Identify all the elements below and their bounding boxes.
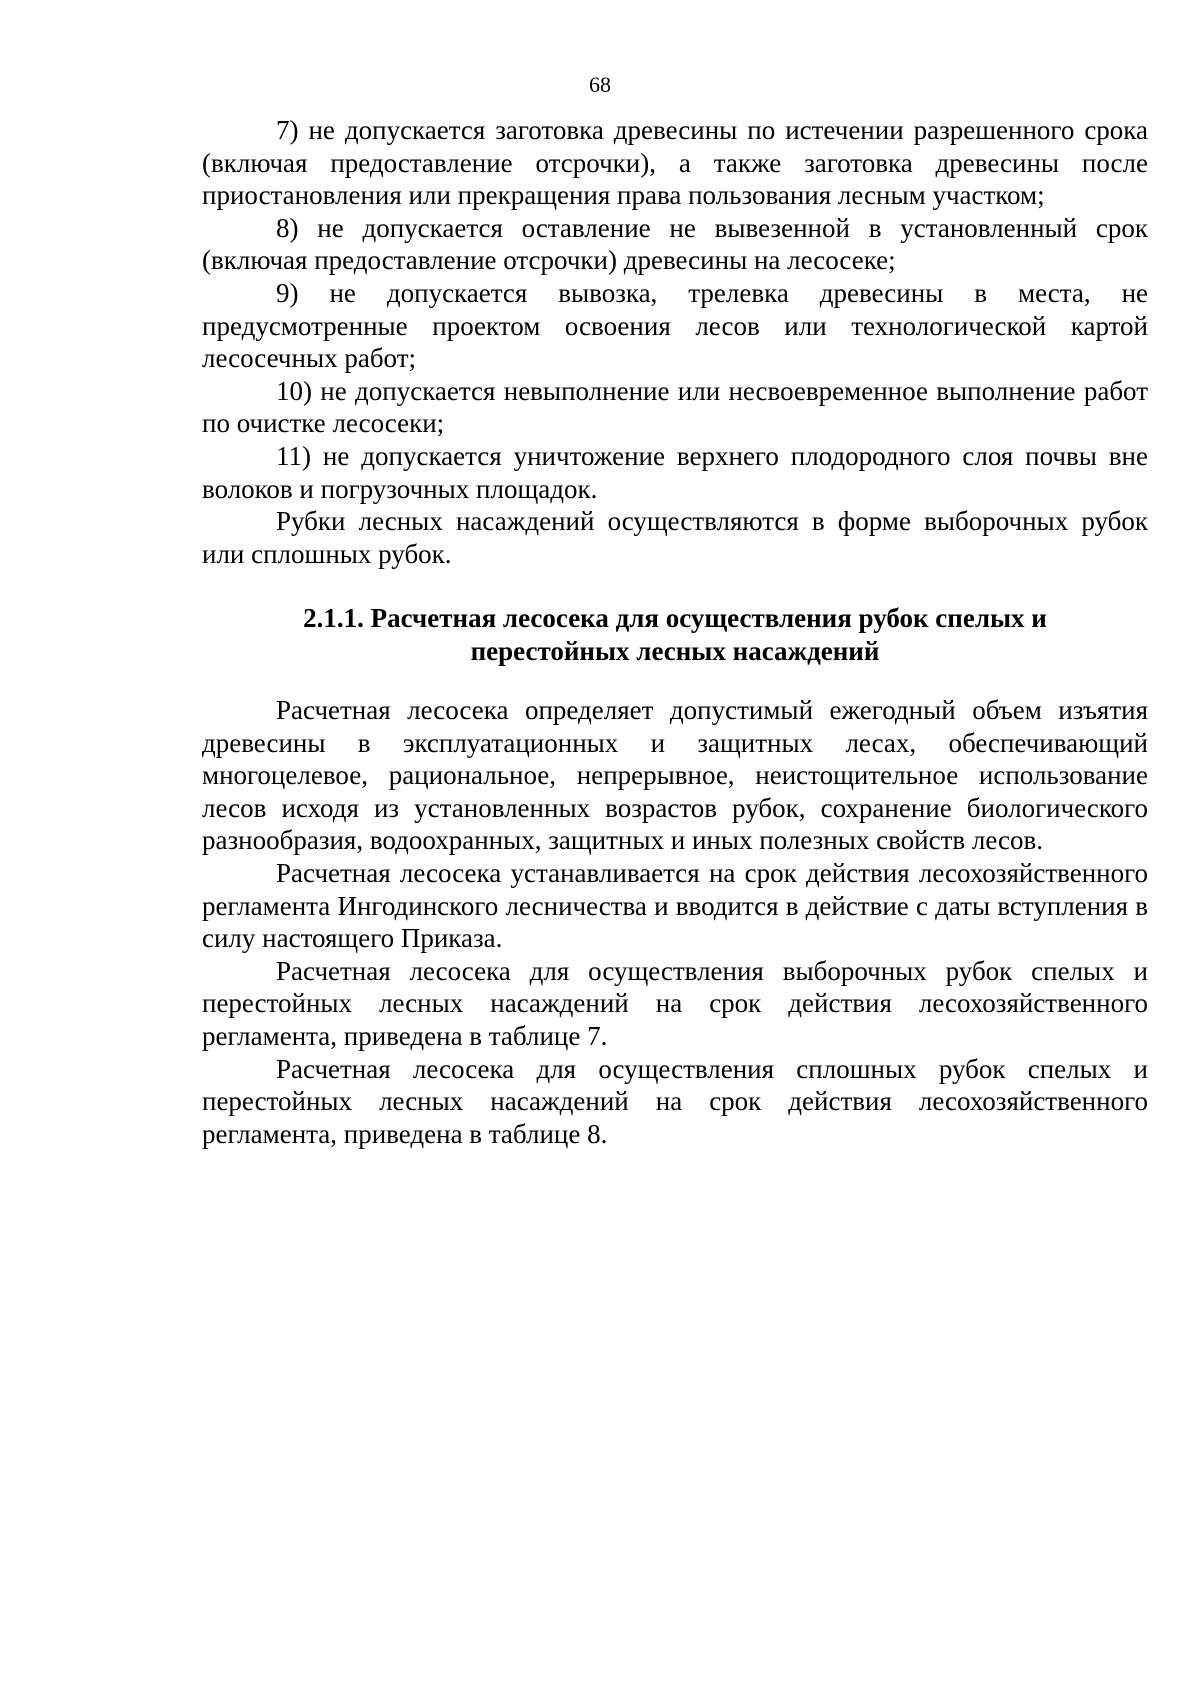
paragraph-definition: Расчетная лесосека определяет допустимый ежегодный объем изъятия древесины в эксплуатационных и защитных лесах, обеспечивающий многоцелевое, рациональное, непрерывное, неистощительное использование лесов исходя из установленных возрастов рубок, сохранение биологического разнообразия, водоохранных, защитных и иных полезных свойств лесов. <box>202 695 1148 856</box>
section-heading-line-1: 2.1.1. Расчетная лесосека для осуществления рубок спелых и <box>303 603 1047 633</box>
paragraph-table-7-reference: Расчетная лесосека для осуществления выборочных рубок спелых и перестойных лесных насаждений на срок действия лесохозяйственного регламента, приведена в таблице 7. <box>202 955 1148 1051</box>
paragraph-item-9: 9) не допускается вывозка, трелевка древесины в места, не предусмотренные проектом освоения лесов или технологической картой лесосечных работ; <box>202 277 1148 374</box>
paragraph-item-10: 10) не допускается невыполнение или несвоевременное выполнение работ по очистке лесосеки; <box>202 375 1148 439</box>
section-body <box>202 694 1148 1150</box>
paragraph-item-11: 11) не допускается уничтожение верхнего плодородного слоя почвы вне волоков и погрузочных площадок. <box>202 440 1148 504</box>
paragraph-table-8-reference: Расчетная лесосека для осуществления сплошных рубок спелых и перестойных лесных насаждений на срок действия лесохозяйственного регламента, приведена в таблице 8. <box>202 1053 1148 1149</box>
section-heading-line-2: перестойных лесных насаждений <box>470 636 880 666</box>
section-list-items <box>202 114 1148 570</box>
paragraph-logging-forms: Рубки лесных насаждений осуществляются в форме выборочных рубок или сплошных рубок. <box>202 506 1148 569</box>
page-number: 68 <box>589 72 611 97</box>
paragraph-item-8: 8) не допускается оставление не вывезенной в установленный срок (включая предоставление отсрочки) древесины на лесосеке; <box>202 212 1148 276</box>
paragraph-term: Расчетная лесосека устанавливается на срок действия лесохозяйственного регламента Ингодинского лесничества и вводится в действие с даты вступления в силу настоящего Приказа. <box>202 857 1148 954</box>
paragraph-item-7: 7) не допускается заготовка древесины по истечении разрешенного срока (включая предоставление отсрочки), а также заготовка древесины после приостановления или прекращения права пользования лесным участком; <box>202 115 1148 211</box>
section-heading <box>202 602 1148 668</box>
